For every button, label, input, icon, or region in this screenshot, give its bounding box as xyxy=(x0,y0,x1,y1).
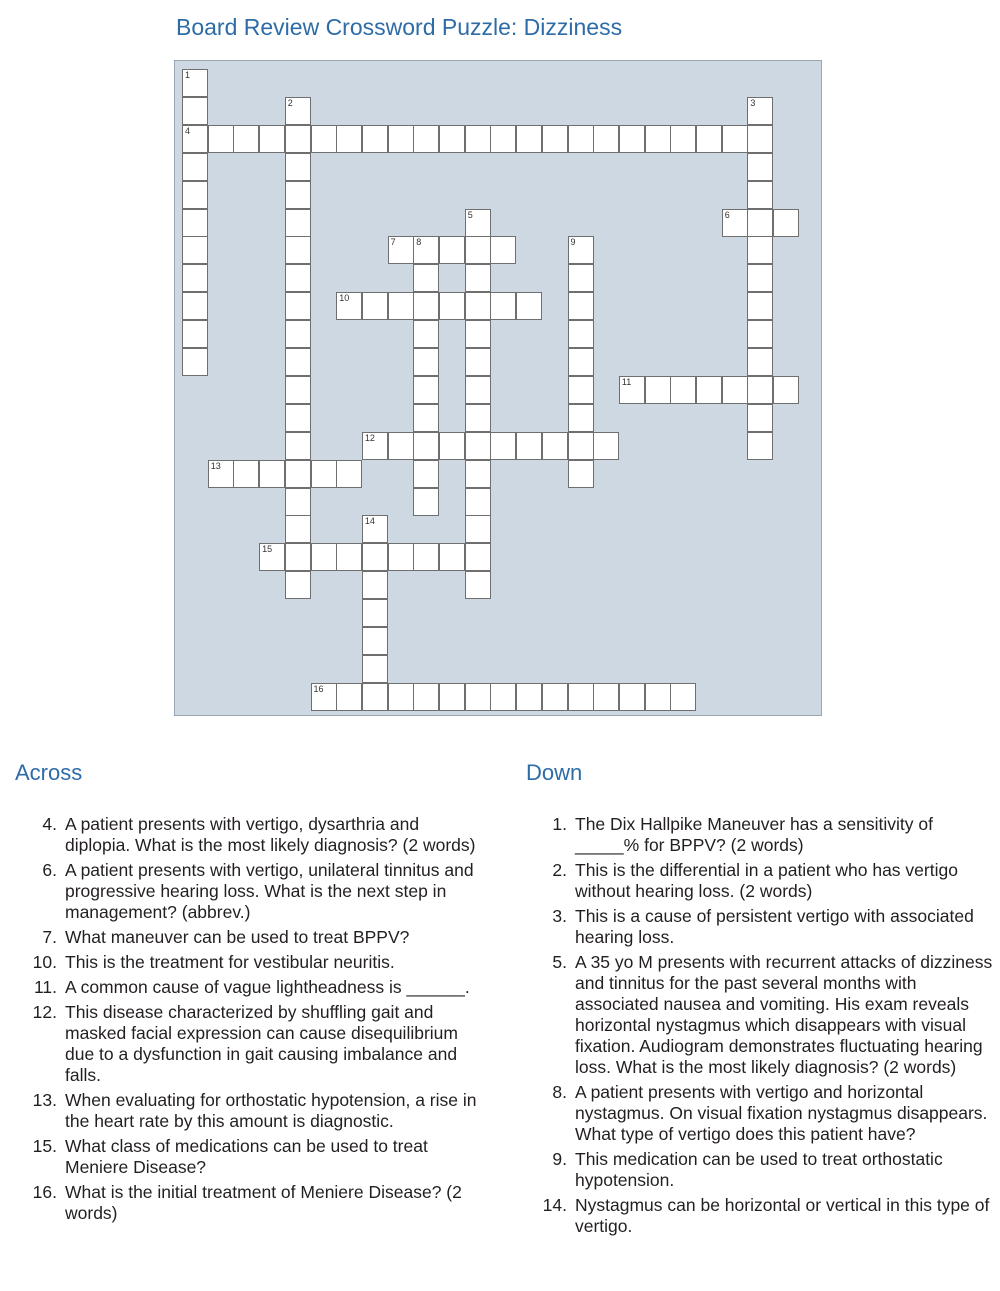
grid-cell[interactable] xyxy=(747,376,773,404)
grid-cell[interactable] xyxy=(182,69,208,97)
grid-cell[interactable] xyxy=(413,404,439,432)
cell-number: 16 xyxy=(313,683,324,694)
grid-cell[interactable] xyxy=(747,432,773,460)
grid-cell[interactable] xyxy=(259,125,285,153)
grid-cell[interactable] xyxy=(362,543,388,571)
clue-text: A patient presents with vertigo, dysarthria and diplopia. What is the most likely diagnosis? (2 words) xyxy=(65,814,476,855)
grid-cell[interactable] xyxy=(516,432,542,460)
grid-cell[interactable] xyxy=(182,181,208,209)
grid-cell[interactable] xyxy=(747,348,773,376)
grid-cell[interactable] xyxy=(285,404,311,432)
grid-cell[interactable] xyxy=(233,125,259,153)
grid-cell[interactable] xyxy=(413,683,439,711)
across-clue-list xyxy=(15,814,485,1228)
clue-number: 16. xyxy=(32,1182,57,1202)
grid-cell[interactable] xyxy=(465,515,491,543)
grid-cell[interactable] xyxy=(413,236,439,264)
grid-cell[interactable] xyxy=(439,292,465,320)
cell-number: 9 xyxy=(570,237,576,248)
grid-cell[interactable] xyxy=(182,292,208,320)
grid-cell[interactable] xyxy=(747,125,773,153)
clue-number: 12. xyxy=(32,1002,57,1022)
grid-cell[interactable] xyxy=(285,125,311,153)
grid-cell[interactable] xyxy=(439,432,465,460)
clue-text: This is the differential in a patient who has vertigo without hearing loss. (2 words) xyxy=(575,860,958,901)
grid-cell[interactable] xyxy=(285,320,311,348)
down-clue xyxy=(525,1082,995,1145)
grid-cell[interactable] xyxy=(285,488,311,516)
grid-cell[interactable] xyxy=(465,376,491,404)
grid-cell[interactable] xyxy=(747,181,773,209)
grid-cell[interactable] xyxy=(465,404,491,432)
down-clue xyxy=(525,814,995,856)
grid-cell[interactable] xyxy=(182,320,208,348)
clue-number: 7. xyxy=(42,927,57,947)
grid-cell[interactable] xyxy=(413,543,439,571)
clue-text: What is the initial treatment of Meniere Disease? (2 words) xyxy=(65,1182,462,1223)
grid-cell[interactable] xyxy=(388,125,414,153)
grid-cell[interactable] xyxy=(182,125,208,153)
grid-cell[interactable] xyxy=(465,683,491,711)
grid-cell[interactable] xyxy=(413,488,439,516)
grid-cell[interactable] xyxy=(285,97,311,125)
grid-cell[interactable] xyxy=(413,292,439,320)
grid-cell[interactable] xyxy=(465,320,491,348)
grid-cell[interactable] xyxy=(362,683,388,711)
clue-number: 4. xyxy=(42,814,57,834)
grid-cell[interactable] xyxy=(285,348,311,376)
grid-cell[interactable] xyxy=(465,432,491,460)
clue-text: Nystagmus can be horizontal or vertical in this type of vertigo. xyxy=(575,1195,990,1236)
grid-cell[interactable] xyxy=(516,683,542,711)
grid-cell[interactable] xyxy=(619,376,645,404)
grid-cell[interactable] xyxy=(722,376,748,404)
grid-cell[interactable] xyxy=(465,292,491,320)
grid-cell[interactable] xyxy=(439,543,465,571)
across-clue xyxy=(15,1136,485,1178)
clue-number: 8. xyxy=(552,1082,567,1102)
grid-cell[interactable] xyxy=(388,683,414,711)
clue-number: 3. xyxy=(552,906,567,926)
down-clue xyxy=(525,1195,995,1237)
grid-cell[interactable] xyxy=(747,264,773,292)
across-clue xyxy=(15,1002,485,1086)
grid-cell[interactable] xyxy=(465,264,491,292)
cell-number: 10 xyxy=(339,293,350,304)
grid-cell[interactable] xyxy=(388,236,414,264)
grid-cell[interactable] xyxy=(208,125,234,153)
grid-cell[interactable] xyxy=(568,125,594,153)
clue-number: 2. xyxy=(552,860,567,880)
grid-cell[interactable] xyxy=(311,543,337,571)
down-heading: Down xyxy=(526,760,583,785)
down-clue xyxy=(525,952,995,1078)
down-clue xyxy=(525,906,995,948)
grid-cell[interactable] xyxy=(619,125,645,153)
grid-cell[interactable] xyxy=(568,460,594,488)
grid-cell[interactable] xyxy=(465,460,491,488)
grid-cell[interactable] xyxy=(670,683,696,711)
grid-cell[interactable] xyxy=(747,236,773,264)
clue-number: 10. xyxy=(32,952,57,972)
across-heading: Across xyxy=(15,760,83,785)
clue-number: 5. xyxy=(552,952,567,972)
grid-cell[interactable] xyxy=(516,292,542,320)
grid-cell[interactable] xyxy=(490,683,516,711)
grid-cell[interactable] xyxy=(285,264,311,292)
clue-text: When evaluating for orthostatic hypotension, a rise in the heart rate by this amount is diagnostic. xyxy=(65,1090,477,1131)
grid-cell[interactable] xyxy=(773,376,799,404)
clue-text: What maneuver can be used to treat BPPV? xyxy=(65,927,410,947)
grid-cell[interactable] xyxy=(568,292,594,320)
grid-cell[interactable] xyxy=(285,153,311,181)
cell-number: 3 xyxy=(750,97,756,108)
grid-cell[interactable] xyxy=(285,292,311,320)
grid-cell[interactable] xyxy=(439,236,465,264)
grid-cell[interactable] xyxy=(747,404,773,432)
across-clue xyxy=(15,860,485,923)
grid-cell[interactable] xyxy=(722,209,748,237)
grid-cell[interactable] xyxy=(568,348,594,376)
cell-number: 2 xyxy=(287,97,293,108)
grid-cell[interactable] xyxy=(182,153,208,181)
grid-cell[interactable] xyxy=(670,376,696,404)
grid-cell[interactable] xyxy=(568,320,594,348)
grid-cell[interactable] xyxy=(696,125,722,153)
grid-cell[interactable] xyxy=(182,97,208,125)
grid-cell[interactable] xyxy=(182,264,208,292)
cell-number: 11 xyxy=(621,376,632,387)
grid-cell[interactable] xyxy=(465,348,491,376)
grid-cell[interactable] xyxy=(465,571,491,599)
grid-cell[interactable] xyxy=(285,571,311,599)
grid-cell[interactable] xyxy=(722,125,748,153)
grid-cell[interactable] xyxy=(362,571,388,599)
clue-number: 1. xyxy=(552,814,567,834)
cell-number: 5 xyxy=(467,209,473,220)
grid-cell[interactable] xyxy=(259,460,285,488)
grid-cell[interactable] xyxy=(285,181,311,209)
grid-cell[interactable] xyxy=(593,125,619,153)
clue-text: A 35 yo M presents with recurrent attacks of dizziness and tinnitus for the past several months with associated nausea and vomiting. His exam reveals horizontal nystagmus which disappears with visual fixation. Audiogram demonstrates fluctuating hearing loss. What is the most likely diagnosis? (2 words) xyxy=(575,952,993,1077)
grid-cell[interactable] xyxy=(208,460,234,488)
grid-cell[interactable] xyxy=(362,515,388,543)
grid-cell[interactable] xyxy=(542,683,568,711)
grid-cell[interactable] xyxy=(336,460,362,488)
grid-cell[interactable] xyxy=(542,125,568,153)
grid-cell[interactable] xyxy=(362,627,388,655)
clue-number: 14. xyxy=(542,1195,567,1215)
grid-cell[interactable] xyxy=(182,236,208,264)
grid-cell[interactable] xyxy=(747,209,773,237)
across-clue xyxy=(15,814,485,856)
grid-cell[interactable] xyxy=(490,236,516,264)
grid-cell[interactable] xyxy=(311,125,337,153)
grid-cell[interactable] xyxy=(413,320,439,348)
grid-cell[interactable] xyxy=(362,125,388,153)
cell-number: 6 xyxy=(724,209,730,220)
grid-cell[interactable] xyxy=(285,460,311,488)
grid-cell[interactable] xyxy=(285,376,311,404)
grid-cell[interactable] xyxy=(362,655,388,683)
grid-cell[interactable] xyxy=(747,97,773,125)
cell-number: 1 xyxy=(185,70,191,80)
cell-number: 13 xyxy=(210,460,221,471)
grid-cell[interactable] xyxy=(285,432,311,460)
grid-cell[interactable] xyxy=(336,292,362,320)
grid-cell[interactable] xyxy=(336,125,362,153)
cell-number: 12 xyxy=(364,432,375,443)
grid-cell[interactable] xyxy=(465,488,491,516)
down-clue xyxy=(525,860,995,902)
grid-cell[interactable] xyxy=(465,236,491,264)
clue-number: 9. xyxy=(552,1149,567,1169)
grid-cell[interactable] xyxy=(670,125,696,153)
grid-cell[interactable] xyxy=(568,264,594,292)
across-clue xyxy=(15,977,485,998)
clue-text: This is a cause of persistent vertigo with associated hearing loss. xyxy=(575,906,974,947)
grid-cell[interactable] xyxy=(490,125,516,153)
across-clue xyxy=(15,1090,485,1132)
grid-cell[interactable] xyxy=(490,292,516,320)
clue-number: 11. xyxy=(33,977,57,997)
grid-cell[interactable] xyxy=(362,599,388,627)
grid-cell[interactable] xyxy=(311,683,337,711)
cell-number: 14 xyxy=(364,516,375,527)
clue-text: The Dix Hallpike Maneuver has a sensitivity of _____% for BPPV? (2 words) xyxy=(575,814,933,855)
grid-cell[interactable] xyxy=(568,432,594,460)
grid-cell[interactable] xyxy=(439,683,465,711)
clue-text: This medication can be used to treat orthostatic hypotension. xyxy=(575,1149,943,1190)
across-clue xyxy=(15,927,485,948)
grid-cell[interactable] xyxy=(645,376,671,404)
grid-cell[interactable] xyxy=(542,432,568,460)
clue-number: 6. xyxy=(42,860,57,880)
grid-cell[interactable] xyxy=(362,432,388,460)
grid-cell[interactable] xyxy=(619,683,645,711)
grid-cell[interactable] xyxy=(645,683,671,711)
grid-cell[interactable] xyxy=(747,292,773,320)
grid-cell[interactable] xyxy=(259,543,285,571)
grid-cell[interactable] xyxy=(747,153,773,181)
grid-cell[interactable] xyxy=(388,543,414,571)
down-clue-list xyxy=(525,814,995,1241)
grid-cell[interactable] xyxy=(311,460,337,488)
clue-text: A patient presents with vertigo and horizontal nystagmus. On visual fixation nystagmus disappears. What type of vertigo does this patient have? xyxy=(575,1082,988,1144)
grid-cell[interactable] xyxy=(233,460,259,488)
grid-cell[interactable] xyxy=(285,209,311,237)
grid-cell[interactable] xyxy=(413,264,439,292)
grid-cell[interactable] xyxy=(362,292,388,320)
grid-cell[interactable] xyxy=(182,348,208,376)
across-clue xyxy=(15,952,485,973)
grid-cell[interactable] xyxy=(182,209,208,237)
clue-text: What class of medications can be used to treat Meniere Disease? xyxy=(65,1136,428,1177)
grid-cell[interactable] xyxy=(439,125,465,153)
grid-cell[interactable] xyxy=(568,376,594,404)
grid-cell[interactable] xyxy=(388,432,414,460)
down-clue xyxy=(525,1149,995,1191)
grid-cell[interactable] xyxy=(645,125,671,153)
clue-number: 15. xyxy=(32,1136,57,1156)
grid-cell[interactable] xyxy=(696,376,722,404)
grid-cell[interactable] xyxy=(490,432,516,460)
grid-cell[interactable] xyxy=(465,209,491,237)
clue-text: A patient presents with vertigo, unilateral tinnitus and progressive hearing loss. What is the next step in management? (abbrev.) xyxy=(65,860,474,922)
puzzle-title: Board Review Crossword Puzzle: Dizziness xyxy=(176,14,623,40)
grid-cell[interactable] xyxy=(413,460,439,488)
grid-cell[interactable] xyxy=(285,543,311,571)
grid-cell[interactable] xyxy=(336,683,362,711)
grid-cell[interactable] xyxy=(593,432,619,460)
grid-cell[interactable] xyxy=(568,683,594,711)
grid-cell[interactable] xyxy=(413,432,439,460)
grid-cell[interactable] xyxy=(388,292,414,320)
cell-number: 15 xyxy=(262,544,273,555)
grid-cell[interactable] xyxy=(285,236,311,264)
clue-text: A common cause of vague lightheadness is ______. xyxy=(65,977,470,997)
cell-number: 8 xyxy=(416,237,422,248)
clue-text: This disease characterized by shuffling gait and masked facial expression can cause disequilibrium due to a dysfunction in gait causing imbalance and falls. xyxy=(65,1002,458,1085)
grid-cell[interactable] xyxy=(747,320,773,348)
grid-cell[interactable] xyxy=(413,125,439,153)
grid-cell[interactable] xyxy=(336,543,362,571)
crossword-grid xyxy=(174,60,822,716)
grid-cell[interactable] xyxy=(285,515,311,543)
grid-cell[interactable] xyxy=(465,543,491,571)
grid-cell[interactable] xyxy=(568,404,594,432)
grid-cell[interactable] xyxy=(516,125,542,153)
grid-cell[interactable] xyxy=(413,348,439,376)
grid-cell[interactable] xyxy=(773,209,799,237)
across-clue xyxy=(15,1182,485,1224)
grid-cell[interactable] xyxy=(568,236,594,264)
clue-text: This is the treatment for vestibular neuritis. xyxy=(65,952,395,972)
clue-number: 13. xyxy=(32,1090,57,1110)
grid-cell[interactable] xyxy=(413,376,439,404)
cell-number: 4 xyxy=(185,125,191,136)
grid-cell[interactable] xyxy=(465,125,491,153)
grid-cell[interactable] xyxy=(593,683,619,711)
cell-number: 7 xyxy=(390,237,396,248)
